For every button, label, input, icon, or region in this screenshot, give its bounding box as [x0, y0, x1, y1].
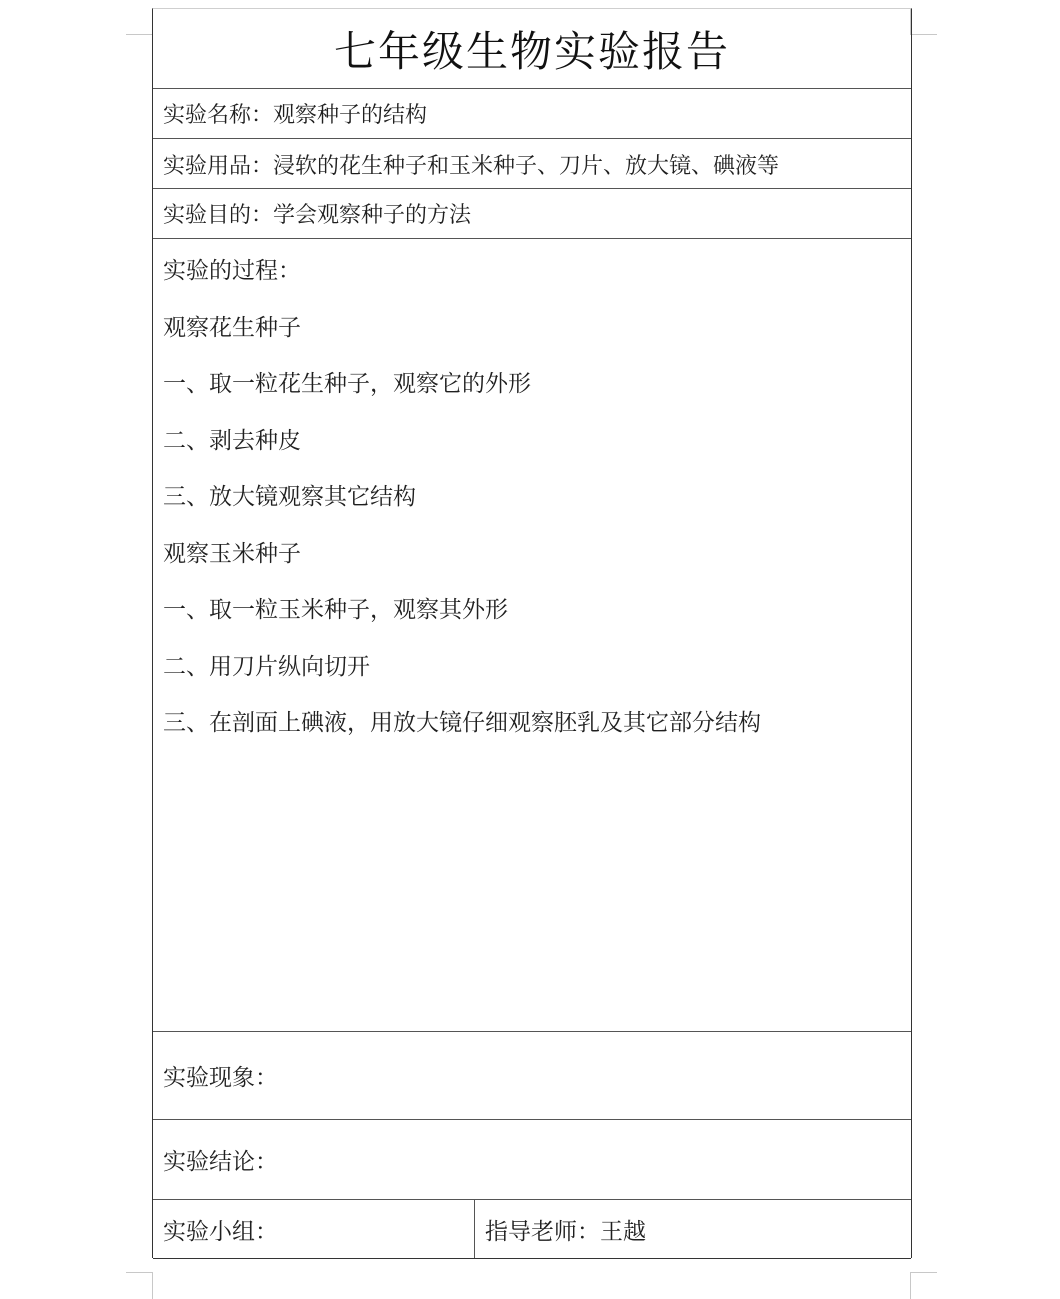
- crop-mark-top-right: [910, 8, 937, 35]
- experiment-phenomenon-label: 实验现象：: [163, 1065, 278, 1091]
- experiment-conclusion-label: 实验结论：: [163, 1149, 278, 1175]
- crop-mark-top-left: [126, 8, 153, 35]
- experiment-conclusion-row: [153, 1120, 911, 1200]
- instructor-label: 指导老师：王越: [485, 1218, 646, 1245]
- crop-mark-bottom-right: [910, 1272, 937, 1299]
- experiment-name-text: 实验名称：观察种子的结构: [163, 103, 428, 128]
- process-line: 三、放大镜观察其它结构: [163, 484, 416, 510]
- process-line: 三、在剖面上碘液，用放大镜仔细观察胚乳及其它部分结构: [163, 710, 761, 736]
- experiment-purpose-text: 实验目的：学会观察种子的方法: [163, 203, 472, 228]
- process-line: 二、剥去种皮: [163, 427, 301, 454]
- experiment-group-label: 实验小组：: [163, 1218, 278, 1245]
- experiment-materials-row: [153, 139, 911, 189]
- title-row: [153, 9, 911, 89]
- report-title: 七年级生物实验报告: [333, 26, 730, 76]
- process-line: 二、用刀片纵向切开: [163, 653, 370, 680]
- experiment-name-row: [153, 89, 911, 139]
- experiment-process-section: [153, 239, 911, 1032]
- experiment-purpose-row: [153, 189, 911, 239]
- process-line: 观察花生种子: [163, 314, 301, 341]
- crop-mark-bottom-left: [126, 1272, 153, 1299]
- process-line: 观察玉米种子: [163, 540, 301, 567]
- process-line: 一、取一粒花生种子，观察它的外形: [163, 371, 531, 397]
- report-table: [152, 8, 912, 1258]
- process-line: 一、取一粒玉米种子，观察其外形: [163, 597, 508, 623]
- group-teacher-row: [153, 1200, 911, 1259]
- experiment-phenomenon-row: [153, 1032, 911, 1120]
- process-label: 实验的过程：: [163, 258, 301, 284]
- experiment-materials-text: 实验用品：浸软的花生种子和玉米种子、刀片、放大镜、碘液等: [163, 153, 780, 176]
